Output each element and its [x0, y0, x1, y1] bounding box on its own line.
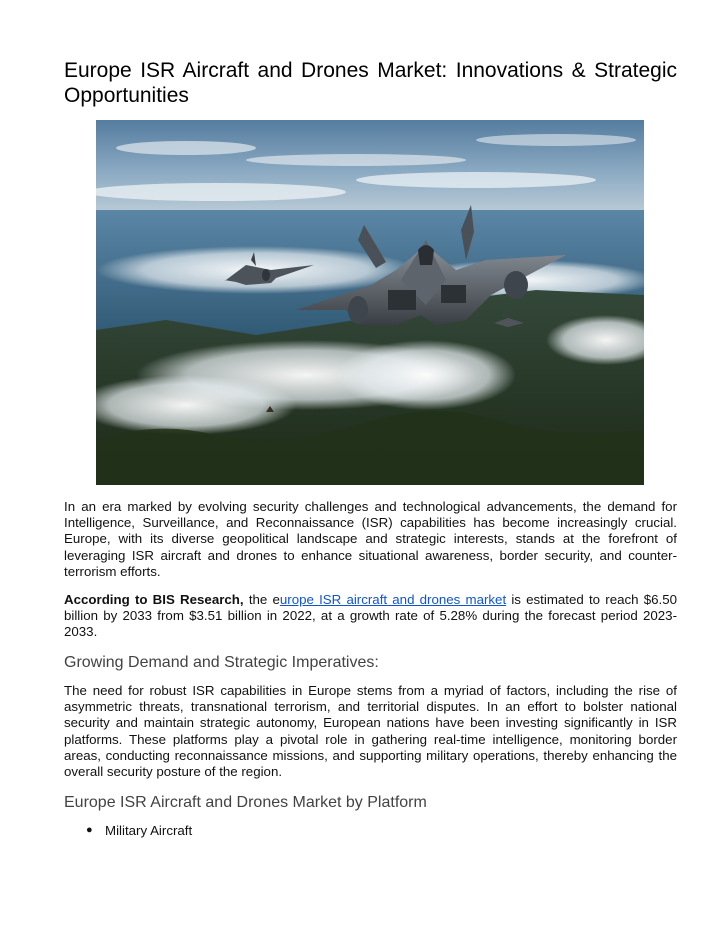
intro-paragraph: In an era marked by evolving security challenges and technological advancements, the demand for Intelligence, Surveillance, and Reconnaissance (ISR) capabilities has become increasingly crucial. Europe, with its diverse geopolitical landscape and strategic interests, stands at the forefront of leveraging ISR aircraft and drones to enhance situational awareness, border security, and counter-terrorism efforts.	[64, 499, 677, 579]
platform-list	[64, 822, 677, 839]
list-item-label: Military Aircraft	[105, 823, 193, 838]
research-text-after-link: is estimated to reach $6.50 billion by 2033 from $3.51 billion in 2022, at a growth rate of 5.28% during the forecast period 2023-2033.	[64, 592, 677, 640]
list-item	[64, 822, 677, 839]
market-report-link[interactable]: urope ISR aircraft and drones market	[279, 592, 507, 607]
document-title: Europe ISR Aircraft and Drones Market: Innovations & Strategic Opportunities	[64, 59, 677, 107]
growing-demand-heading: Growing Demand and Strategic Imperatives:	[64, 654, 379, 671]
research-bold-lead: According to BIS Research,	[64, 592, 244, 607]
growing-demand-paragraph: The need for robust ISR capabilities in Europe stems from a myriad of factors, including the rise of asymmetric threats, transnational terrorism, and territorial disputes. In an effort to bolster national security and maintain strategic autonomy, European nations have been investing significantly in ISR platforms. These platforms play a pivotal role in gathering real-time intelligence, monitoring border areas, conducting reconnaissance missions, and supporting military operations, thereby enhancing the overall security posture of the region.	[64, 683, 677, 780]
hero-image	[96, 120, 644, 485]
research-paragraph	[64, 592, 677, 641]
platform-heading: Europe ISR Aircraft and Drones Market by Platform	[64, 794, 427, 811]
bullet-icon: ●	[86, 824, 93, 836]
research-text-before-link: the e	[243, 592, 280, 607]
